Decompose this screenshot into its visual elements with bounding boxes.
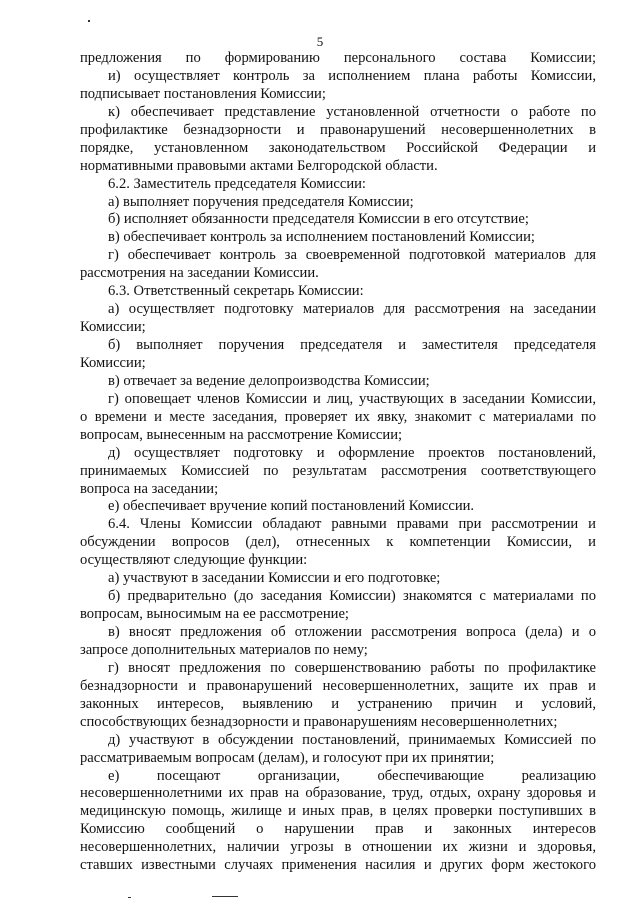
text-line: е) посещают организации, обеспечивающие реализацию xyxy=(108,767,596,784)
text-line: профилактике безнадзорности и правонарушений несовершеннолетних в xyxy=(80,121,596,138)
text-line: принимаемых Комиссией по результатам рассмотрения соответствующего xyxy=(80,462,596,479)
text-line: а) осуществляет подготовку материалов для рассмотрения на заседании xyxy=(108,301,596,318)
text-line: вопросам, вынесенным на рассмотрение Комиссии; xyxy=(80,426,403,443)
text-line: а) выполняет поручения председателя Комиссии; xyxy=(108,193,414,210)
text-line: в) обеспечивает контроль за исполнением постановлений Комиссии; xyxy=(108,229,535,246)
body-text xyxy=(80,50,596,875)
text-line: законных интересов, выявлению и устранению причин и условий, xyxy=(80,695,596,712)
text-line: осуществляют следующие функции: xyxy=(80,552,308,569)
text-line: безнадзорности и правонарушений несовершеннолетних, защите их прав и xyxy=(80,677,596,694)
text-line: ставших известными случаях применения насилия и других форм жестокого xyxy=(80,857,596,874)
text-line: запросе дополнительных материалов по нему; xyxy=(80,641,368,658)
text-line: г) обеспечивает контроль за своевременной подготовкой материалов для xyxy=(108,247,596,264)
text-line: нормативными правовыми актами Белгородской области. xyxy=(80,157,438,174)
text-line: б) исполняет обязанности председателя Комиссии в его отсутствие; xyxy=(108,211,529,228)
scan-speck xyxy=(212,896,238,897)
text-line: Комиссию сообщений о нарушении прав и законных интересов xyxy=(80,821,596,838)
text-line: Комиссии; xyxy=(80,354,146,371)
text-line: г) оповещает членов Комиссии и лиц, участвующих в заседании Комиссии, xyxy=(108,390,596,407)
scan-speck xyxy=(128,897,131,898)
text-line: способствующих безнадзорности и правонарушениям несовершеннолетних; xyxy=(80,713,558,730)
text-line: несовершеннолетних, наличии угрозы в отношении их жизни и здоровья, xyxy=(80,839,596,856)
text-line: а) участвуют в заседании Комиссии и его подготовке; xyxy=(108,570,441,587)
text-line: о времени и месте заседания, проверяет их явку, знакомит с материалами по xyxy=(80,408,596,425)
text-line: рассматриваемым вопросам (делам), и голосуют при их принятии; xyxy=(80,749,495,766)
text-line: обсуждении вопросов (дел), отнесенных к компетенции Комиссии, и xyxy=(80,534,596,551)
scan-speck xyxy=(88,20,90,22)
text-line: 6.2. Заместитель председателя Комиссии: xyxy=(108,175,366,192)
text-line: д) участвуют в обсуждении постановлений, принимаемых Комиссией по xyxy=(108,731,596,748)
text-line: медицинскую помощь, жилище и иных прав, в целях проверки поступивших в xyxy=(80,803,596,820)
text-line: в) отвечает за ведение делопроизводства Комиссии; xyxy=(108,372,430,389)
text-line: Комиссии; xyxy=(80,319,146,336)
text-line: б) выполняет поручения председателя и заместителя председателя xyxy=(108,337,596,353)
text-line: г) вносят предложения по совершенствованию работы по профилактике xyxy=(108,659,596,676)
text-line: д) осуществляет подготовку и оформление проектов постановлений, xyxy=(108,444,596,461)
text-line: несовершеннолетними их прав на образование, труд, отдых, охрану здоровья и xyxy=(80,785,596,802)
text-line: подписывает постановления Комиссии; xyxy=(80,85,326,102)
text-line: рассмотрения на заседании Комиссии. xyxy=(80,265,319,282)
text-line: в) вносят предложения об отложении рассмотрения вопроса (дела) и о xyxy=(108,624,596,640)
text-line: вопроса на заседании; xyxy=(80,480,219,497)
text-line: к) обеспечивает представление установленной отчетности о работе по xyxy=(108,103,596,120)
text-line: 6.4. Члены Комиссии обладают равными правами при рассмотрении и xyxy=(108,516,596,533)
text-line: вопросам, выносимым на ее рассмотрение; xyxy=(80,606,349,623)
text-line: предложения по формированию персонального состава Комиссии; xyxy=(80,50,596,66)
page-number: 5 xyxy=(316,34,324,49)
text-line: б) предварительно (до заседания Комиссии) знакомятся с материалами по xyxy=(108,588,596,605)
text-line: е) обеспечивает вручение копий постановлений Комиссии. xyxy=(108,498,475,515)
text-line: порядке, установленном законодательством Российской Федерации и xyxy=(80,139,596,156)
text-line: и) осуществляет контроль за исполнением плана работы Комиссии, xyxy=(108,67,596,84)
text-line: 6.3. Ответственный секретарь Комиссии: xyxy=(108,283,364,300)
